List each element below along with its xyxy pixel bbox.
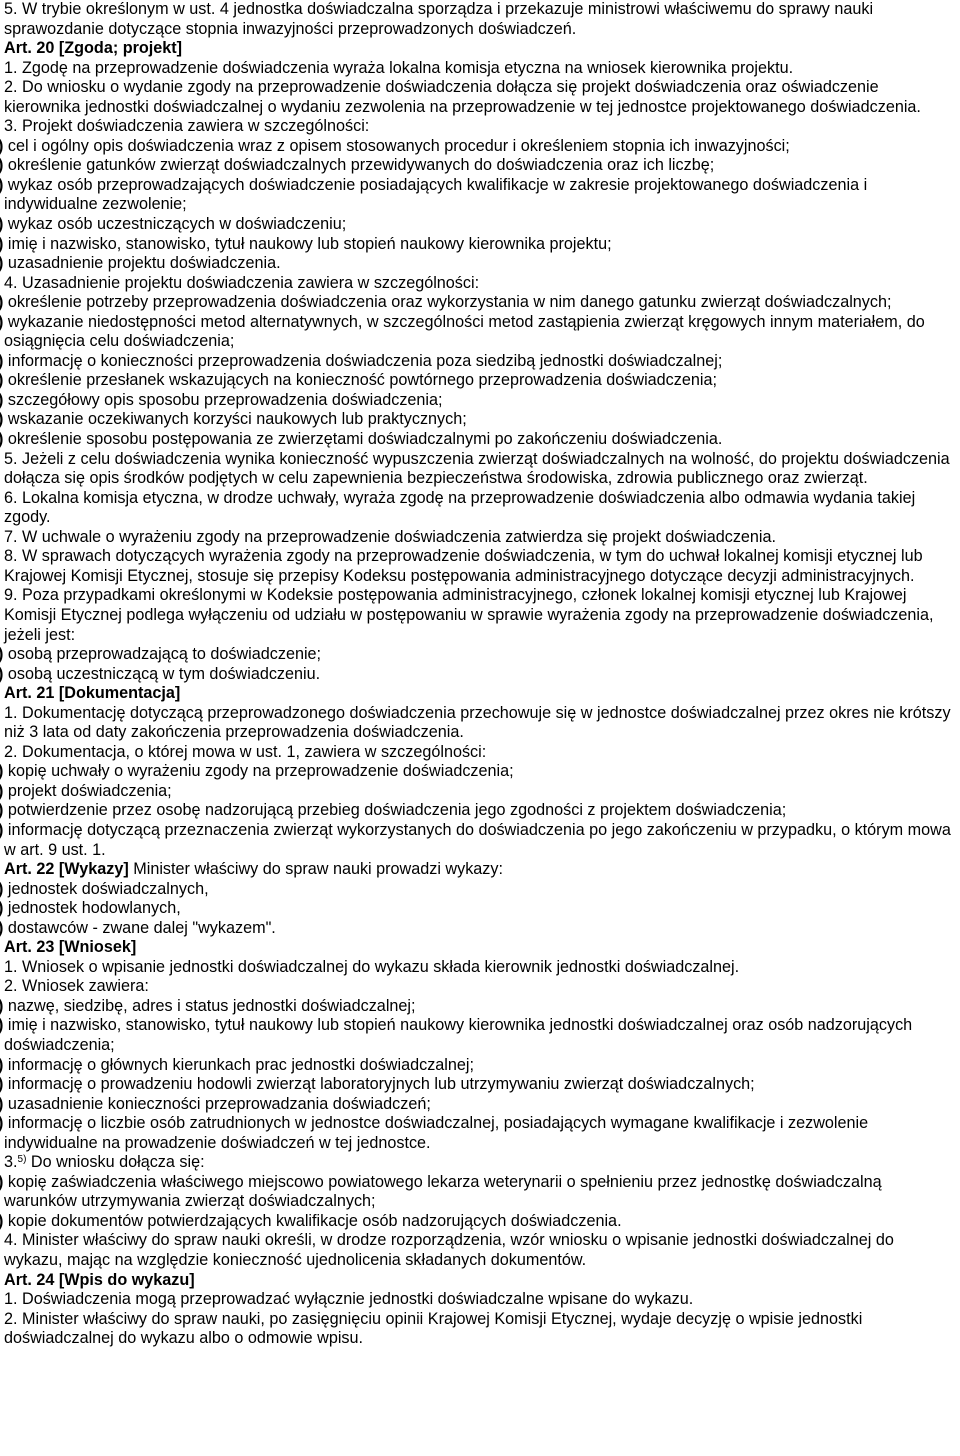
list-item-text: określenie sposobu postępowania ze zwierzętami doświadczalnymi po zakończeniu doświadczenia. xyxy=(7,430,723,449)
list-item-number xyxy=(0,899,3,917)
list-item-number xyxy=(0,371,3,389)
list-item-text: imię i nazwisko, stanowisko, tytuł naukowy lub stopień naukowy kierownika projektu; xyxy=(7,234,612,253)
list-item-number xyxy=(0,1056,3,1074)
list-item xyxy=(4,997,954,1017)
paragraph: 1. Zgodę na przeprowadzenie doświadczenia wyraża lokalna komisja etyczna na wniosek kierownika projektu. xyxy=(4,58,794,77)
article-text: Minister właściwy do spraw nauki prowadzi wykazy: xyxy=(128,860,503,879)
footnote-reference: 5) xyxy=(17,1154,27,1166)
paragraph: 2. Do wniosku o wydanie zgody na przeprowadzenie doświadczenia dołącza się projekt doświadczenia oraz oświadczenie kierownika jednostki doświadczalnej o wydaniu zezwolenia na przeprowadzenie w tej jednostce projektowanego doświadczenia. xyxy=(4,78,921,116)
list-item-number xyxy=(0,254,3,272)
list-item-number xyxy=(0,762,3,780)
paragraph-text: Do wniosku dołącza się: xyxy=(26,1153,205,1172)
list-item xyxy=(4,215,954,235)
list-item-number xyxy=(0,156,3,174)
list-item xyxy=(4,1173,954,1212)
article-heading: Art. 22 [Wykazy] xyxy=(4,860,129,879)
list-item-number xyxy=(0,176,3,194)
list-item-text: określenie gatunków zwierząt doświadczalnych przewidywanych do doświadczenia oraz ich liczbę; xyxy=(7,156,715,175)
article-block xyxy=(4,684,954,704)
list-item xyxy=(4,430,954,450)
list-item-text: projekt doświadczenia; xyxy=(7,781,172,800)
paragraph: 3. Projekt doświadczenia zawiera w szczególności: xyxy=(4,117,370,136)
paragraph: 4. Uzasadnienie projektu doświadczenia zawiera w szczególności: xyxy=(4,273,480,292)
article-heading: Art. 24 [Wpis do wykazu] xyxy=(4,1270,195,1289)
list-item-number xyxy=(0,430,3,448)
list-item-text: uzasadnienie konieczności przeprowadzania doświadczeń; xyxy=(7,1094,431,1113)
paragraph: 2. Wniosek zawiera: xyxy=(4,977,149,996)
list-item xyxy=(4,1056,954,1076)
list-item xyxy=(4,880,954,900)
list-item xyxy=(4,1212,954,1232)
list-item-number xyxy=(0,645,3,663)
list-item-number xyxy=(0,1212,3,1230)
list-item xyxy=(4,821,954,860)
list-item-text: wykaz osób przeprowadzających doświadczenie posiadających kwalifikacje w zakresie projektowanego doświadczenia i indywidualne zezwolenie; xyxy=(4,175,868,214)
list-item-number xyxy=(0,1075,3,1093)
list-item-text: dostawców - zwane dalej "wykazem". xyxy=(7,918,276,937)
list-item-number xyxy=(0,215,3,233)
list-item-number xyxy=(0,1173,3,1191)
list-item xyxy=(4,782,954,802)
list-item xyxy=(4,410,954,430)
list-item xyxy=(4,1114,954,1153)
paragraph: 5. Jeżeli z celu doświadczenia wynika konieczność wypuszczenia zwierząt doświadczalnych na wolność, do projektu doświadczenia dołącza się opis środków podjętych w celu zapewnienia bezpieczeństwa środowiska, zdrowia publicznego oraz zwierząt. xyxy=(4,449,950,488)
article-heading: Art. 21 [Dokumentacja] xyxy=(4,684,181,703)
list-item-text: osobą uczestniczącą w tym doświadczeniu. xyxy=(7,664,321,683)
list-item-text: jednostek doświadczalnych, xyxy=(7,879,209,898)
list-item-text: kopię uchwały o wyrażeniu zgody na przeprowadzenie doświadczenia; xyxy=(7,762,514,781)
list-item xyxy=(4,1075,954,1095)
list-item-number xyxy=(0,1095,3,1113)
list-item-text: informację o głównych kierunkach prac jednostki doświadczalnej; xyxy=(7,1055,474,1074)
list-item-text: wykaz osób uczestniczących w doświadczeniu; xyxy=(7,215,347,234)
list-item-text: nazwę, siedzibę, adres i status jednostki doświadczalnej; xyxy=(7,996,416,1015)
list-item xyxy=(4,1016,954,1055)
list-item-text: osobą przeprowadzającą to doświadczenie; xyxy=(7,645,322,664)
paragraph: 2. Minister właściwy do spraw nauki, po zasięgnięciu opinii Krajowej Komisji Etycznej, wydaje decyzję o wpisie jednostki doświadczalnej do wykazu albo o odmowie wpisu. xyxy=(4,1309,863,1348)
list-item xyxy=(4,176,954,215)
list-item-number xyxy=(0,293,3,311)
list-item xyxy=(4,371,954,391)
paragraph: 1. Dokumentację dotyczącą przeprowadzonego doświadczenia przechowuje się w jednostce doświadczalnej przez okres nie krótszy niż 3 lata od daty zakończenia przeprowadzenia doświadczenia. xyxy=(4,703,951,742)
list-item xyxy=(4,254,954,274)
list-item-text: kopię zaświadczenia właściwego miejscowo powiatowego lekarza weterynarii o spełnieniu przez jednostkę doświadczalną warunków utrzymywania zwierząt doświadczalnych; xyxy=(4,1172,882,1211)
list-item xyxy=(4,156,954,176)
list-item-text: potwierdzenie przez osobę nadzorującą przebieg doświadczenia jego zgodności z projektem doświadczenia; xyxy=(7,801,787,820)
paragraph xyxy=(4,1153,954,1173)
list-item-number xyxy=(0,821,3,839)
list-item-number xyxy=(0,665,3,683)
list-item-text: wykazanie niedostępności metod alternatywnych, w szczególności metod zastąpienia zwierząt kręgowych innym materiałem, do osiągnięcia celu doświadczenia; xyxy=(4,312,925,351)
paragraph: 1. Wniosek o wpisanie jednostki doświadczalnej do wykazu składa kierownik jednostki doświadczalnej. xyxy=(4,957,740,976)
paragraph: 7. W uchwale o wyrażeniu zgody na przeprowadzenie doświadczenia zatwierdza się projekt doświadczenia. xyxy=(4,527,777,546)
list-item xyxy=(4,645,954,665)
list-item-text: cel i ogólny opis doświadczenia wraz z opisem stosowanych procedur i określeniem stopnia ich inwazyjności; xyxy=(7,136,790,155)
article-block xyxy=(4,860,954,880)
paragraph-number: 3. xyxy=(4,1153,18,1172)
list-item-text: informację dotyczącą przeznaczenia zwierząt wykorzystanych do doświadczenia po jego zakończeniu w przypadku, o którym mowa w art. 9 ust. 1. xyxy=(4,820,951,859)
list-item xyxy=(4,919,954,939)
paragraph: 9. Poza przypadkami określonymi w Kodeksie postępowania administracyjnego, członek lokalnej komisji etycznej lub Krajowej Komisji Etycznej podlega wyłączeniu od udziału w postępowaniu w sprawie wyrażenia zgody na przeprowadzenie doświadczenia, jeżeli jest: xyxy=(4,586,934,644)
article-heading: Art. 20 [Zgoda; projekt] xyxy=(4,39,183,58)
list-item xyxy=(4,899,954,919)
list-item xyxy=(4,665,954,685)
paragraph: 4. Minister właściwy do spraw nauki określi, w drodze rozporządzenia, wzór wniosku o wpisanie jednostki doświadczalnej do wykazu, mając na względzie konieczność ujednolicenia składanych dokumentów. xyxy=(4,1231,894,1269)
list-item-number xyxy=(0,1114,3,1132)
list-item xyxy=(4,1095,954,1115)
list-item-text: określenie przesłanek wskazujących na konieczność powtórnego przeprowadzenia doświadczenia; xyxy=(7,371,717,390)
paragraph: 6. Lokalna komisja etyczna, w drodze uchwały, wyraża zgodę na przeprowadzenie doświadczenia albo odmawia wydania takiej zgody. xyxy=(4,488,916,527)
list-item-number xyxy=(0,391,3,409)
list-item xyxy=(4,235,954,255)
article-heading: Art. 23 [Wniosek] xyxy=(4,938,137,957)
paragraph: 8. W sprawach dotyczących wyrażenia zgody na przeprowadzenie doświadczenia, w tym do uchwał lokalnej komisji etycznej lub Krajowej Komisji Etycznej, stosuje się przepisy Kodeksu postępowania administracyjnego dotyczące decyzji administracyjnych. xyxy=(4,547,923,585)
list-item-text: uzasadnienie projektu doświadczenia. xyxy=(7,254,281,273)
list-item xyxy=(4,801,954,821)
paragraph: 1. Doświadczenia mogą przeprowadzać wyłącznie jednostki doświadczalne wpisane do wykazu. xyxy=(4,1290,694,1309)
list-item-number xyxy=(0,410,3,428)
list-item-text: informację o prowadzeniu hodowli zwierząt laboratoryjnych lub utrzymywaniu zwierząt doświadczalnych; xyxy=(7,1075,755,1094)
list-item-number xyxy=(0,782,3,800)
list-item-number xyxy=(0,235,3,253)
list-item-number xyxy=(0,801,3,819)
list-item-number xyxy=(0,137,3,155)
list-item-text: szczegółowy opis sposobu przeprowadzenia doświadczenia; xyxy=(7,390,443,409)
list-item-text: określenie potrzeby przeprowadzenia doświadczenia oraz wykorzystania w nim danego gatunku zwierząt doświadczalnych; xyxy=(7,293,892,312)
list-item xyxy=(4,352,954,372)
list-item-text: imię i nazwisko, stanowisko, tytuł naukowy lub stopień naukowy kierownika jednostki doświadczalnej oraz osób nadzorujących doświadczenia; xyxy=(4,1016,913,1054)
list-item xyxy=(4,137,954,157)
list-item-number xyxy=(0,352,3,370)
article-block xyxy=(4,39,954,59)
paragraph: 5. W trybie określonym w ust. 4 jednostka doświadczalna sporządza i przekazuje ministrowi właściwemu do sprawy nauki sprawozdanie dotyczące stopnia inwazyjności przeprowadzonych doświadczeń. xyxy=(4,0,874,38)
list-item xyxy=(4,762,954,782)
list-item-text: wskazanie oczekiwanych korzyści naukowych lub praktycznych; xyxy=(7,410,467,429)
list-item-text: jednostek hodowlanych, xyxy=(7,899,181,918)
article-block xyxy=(4,1271,954,1291)
list-item-number xyxy=(0,1016,3,1034)
list-item-text: kopie dokumentów potwierdzających kwalifikacje osób nadzorujących doświadczenia. xyxy=(7,1211,622,1230)
list-item xyxy=(4,313,954,352)
list-item-number xyxy=(0,313,3,331)
list-item xyxy=(4,391,954,411)
list-item-number xyxy=(0,997,3,1015)
list-item-number xyxy=(0,919,3,937)
list-item-text: informację o liczbie osób zatrudnionych w jednostce doświadczalnej, posiadających wymagane kwalifikacje i zezwolenie indywidualne na prowadzenie doświadczeń w tej jednostce. xyxy=(4,1114,869,1152)
list-item-number xyxy=(0,880,3,898)
article-block xyxy=(4,938,954,958)
paragraph: 2. Dokumentacja, o której mowa w ust. 1, zawiera w szczególności: xyxy=(4,742,487,761)
list-item-text: informację o konieczności przeprowadzenia doświadczenia poza siedzibą jednostki doświadczalnej; xyxy=(7,351,723,370)
list-item xyxy=(4,293,954,313)
